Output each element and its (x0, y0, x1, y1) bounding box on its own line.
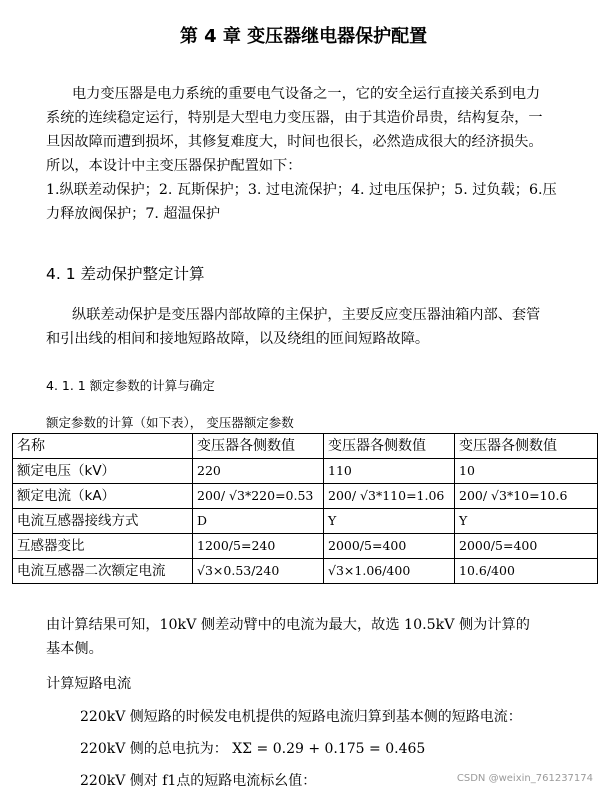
intro-line: 所以，本设计中主变压器保护配置如下： (46, 158, 302, 174)
table-row (13, 509, 598, 534)
intro-line: 旦因故障而遭到损坏，其修复难度大，时间也很长，必然造成很大的经济损失。 (46, 134, 543, 150)
calc-line: 220kV 侧短路的时候发电机提供的短路电流归算到基本侧的短路电流： (80, 709, 522, 725)
cell-value: Y (455, 509, 598, 534)
cell-value: √3×1.06/400 (324, 559, 455, 584)
calc-line: 220kV 侧对 f1点的短路电流标幺值： (80, 773, 317, 789)
rated-parameters-table (12, 433, 598, 584)
table-row (13, 534, 598, 559)
chapter-title: 第 4 章 变压器继电器保护配置 (179, 26, 428, 47)
row-label: 额定电压（kV） (13, 459, 193, 484)
intro-line: 系统的连续稳定运行，特别是大型电力变压器，由于其造价昂贵，结构复杂，一 (46, 110, 543, 126)
table-row (13, 484, 598, 509)
section-line: 和引出线的相间和接地短路故障，以及绕组的匝间短路故障。 (46, 331, 430, 347)
section-heading: 4. 1 差动保护整定计算 (46, 265, 205, 283)
cell-value: 200/ √3*10=10.6 (455, 484, 598, 509)
table-row (13, 559, 598, 584)
row-label: 电流互感器接线方式 (13, 509, 193, 534)
table-caption: 额定参数的计算（如下表）， 变压器额定参数 (46, 415, 294, 430)
conclusion-line: 由计算结果可知，10kV 侧差动臂中的电流为最大，故选 10.5kV 侧为计算的 (46, 617, 530, 633)
cell-value: 110 (324, 459, 455, 484)
conclusion-line: 基本侧。 (46, 641, 103, 657)
header-name: 名称 (13, 434, 193, 459)
cell-value: √3×0.53/240 (193, 559, 324, 584)
intro-line: 电力变压器是电力系统的重要电气设备之一，它的安全运行直接关系到电力 (72, 86, 541, 102)
section-line: 纵联差动保护是变压器内部故障的主保护，主要反应变压器油箱内部、套管 (72, 307, 541, 323)
cell-value: 1200/5=240 (193, 534, 324, 559)
header-value: 变压器各侧数值 (455, 434, 598, 459)
cell-value: D (193, 509, 324, 534)
calc-heading: 计算短路电流 (46, 676, 132, 692)
row-label: 互感器变比 (13, 534, 193, 559)
protection-list-line: 1.纵联差动保护；2. 瓦斯保护；3. 过电流保护；4. 过电压保护；5. 过负载；6.压 (46, 182, 557, 198)
header-value: 变压器各侧数值 (193, 434, 324, 459)
cell-value: 200/ √3*220=0.53 (193, 484, 324, 509)
table-header-row (13, 434, 598, 459)
cell-value: 10.6/400 (455, 559, 598, 584)
cell-value: 2000/5=400 (324, 534, 455, 559)
cell-value: 2000/5=400 (455, 534, 598, 559)
cell-value: 10 (455, 459, 598, 484)
subsection-heading: 4. 1. 1 额定参数的计算与确定 (46, 378, 215, 393)
cell-value: 220 (193, 459, 324, 484)
cell-value: Y (324, 509, 455, 534)
row-label: 额定电流（kA） (13, 484, 193, 509)
total-reactance-formula: 220kV 侧的总电抗为： XΣ = 0.29 + 0.175 = 0.465 (80, 741, 426, 757)
cell-value: 200/ √3*110=1.06 (324, 484, 455, 509)
protection-list-line: 力释放阀保护；7. 超温保护 (46, 206, 221, 222)
row-label: 电流互感器二次额定电流 (13, 559, 193, 584)
table-row (13, 459, 598, 484)
watermark: CSDN @weixin_761237174 (456, 773, 593, 784)
header-value: 变压器各侧数值 (324, 434, 455, 459)
